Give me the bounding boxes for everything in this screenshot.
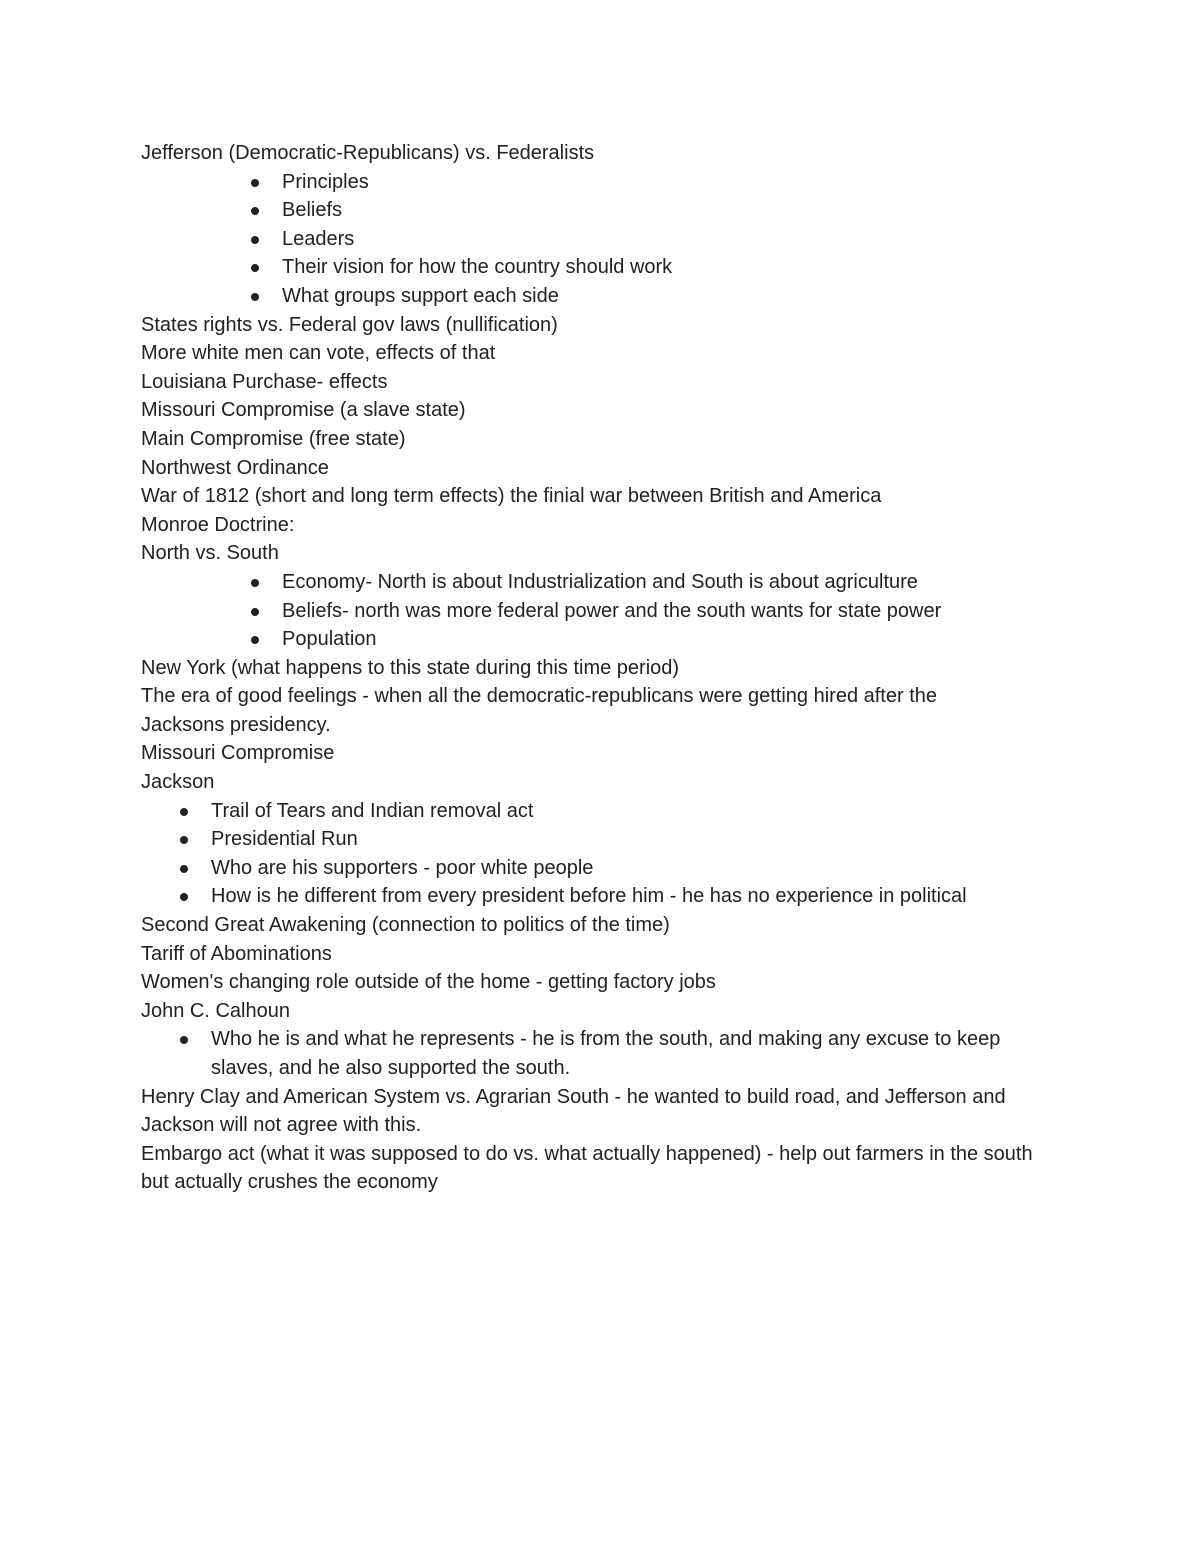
bullet-icon xyxy=(251,179,259,187)
heading-jefferson-vs-federalists: Jefferson (Democratic-Republicans) vs. Federalists xyxy=(141,142,595,164)
list-item: Who are his supporters - poor white people xyxy=(141,854,1061,883)
document-body xyxy=(141,139,1061,1197)
note-line: New York (what happens to this state during this time period) xyxy=(141,656,680,679)
bullet-icon xyxy=(251,207,259,215)
north-south-list xyxy=(141,568,1061,654)
note-paragraph: Embargo act (what it was supposed to do vs. what actually happened) - help out farmers in the south but actually crushes the economy xyxy=(141,1142,1033,1194)
note-line: Louisiana Purchase- effects xyxy=(141,370,388,393)
list-item: Principles xyxy=(141,168,1061,197)
list-item: Beliefs xyxy=(141,196,1061,225)
note-line: Tariff of Abominations xyxy=(141,942,332,965)
note-line: Northwest Ordinance xyxy=(141,456,329,479)
list-item: Population xyxy=(141,625,1061,654)
list-item: Beliefs- north was more federal power and the south wants for state power xyxy=(141,597,1061,626)
note-line: War of 1812 (short and long term effects) the finial war between British and America xyxy=(141,485,882,508)
heading-north-vs-south: North vs. South xyxy=(141,542,279,565)
note-paragraph: The era of good feelings - when all the democratic-republicans were getting hired after the Jacksons presidency. xyxy=(141,685,938,736)
note-paragraph: Henry Clay and American System vs. Agrarian South - he wanted to build road, and Jefferson and Jackson will not agree with this. xyxy=(141,1085,1006,1137)
list-item: Leaders xyxy=(141,225,1061,254)
bullet-icon xyxy=(251,636,259,644)
list-item: Economy- North is about Industrialization and South is about agriculture xyxy=(141,568,1061,597)
bullet-icon xyxy=(251,264,259,272)
list-item: Presidential Run xyxy=(141,825,1061,854)
note-line: Missouri Compromise xyxy=(141,742,335,765)
list-item: Their vision for how the country should work xyxy=(141,253,1061,282)
heading-calhoun: John C. Calhoun xyxy=(141,999,290,1022)
note-line: Main Compromise (free state) xyxy=(141,427,406,450)
bullet-icon xyxy=(180,808,188,816)
list-item: Trail of Tears and Indian removal act xyxy=(141,797,1061,826)
bullet-icon xyxy=(180,893,188,901)
heading-jackson: Jackson xyxy=(141,771,215,794)
jefferson-list xyxy=(141,168,1061,311)
note-line: Monroe Doctrine: xyxy=(141,513,295,536)
note-line: Women's changing role outside of the home - getting factory jobs xyxy=(141,971,716,994)
bullet-icon xyxy=(251,579,259,587)
note-line: More white men can vote, effects of that xyxy=(141,342,496,365)
bullet-icon xyxy=(251,236,259,244)
jackson-list xyxy=(141,797,1061,911)
bullet-icon xyxy=(180,836,188,844)
bullet-icon xyxy=(180,1036,188,1044)
calhoun-list xyxy=(141,1025,1061,1082)
list-item: How is he different from every president before him - he has no experience in political xyxy=(141,882,1061,911)
list-item: What groups support each side xyxy=(141,282,1061,311)
note-line: Second Great Awakening (connection to politics of the time) xyxy=(141,914,670,937)
bullet-icon xyxy=(180,865,188,873)
note-line: States rights vs. Federal gov laws (nullification) xyxy=(141,313,558,336)
bullet-icon xyxy=(251,293,259,301)
note-line: Missouri Compromise (a slave state) xyxy=(141,399,466,422)
bullet-icon xyxy=(251,608,259,616)
list-item: Who he is and what he represents - he is from the south, and making any excuse to keep slaves, and he also supported the south. xyxy=(141,1025,1021,1082)
